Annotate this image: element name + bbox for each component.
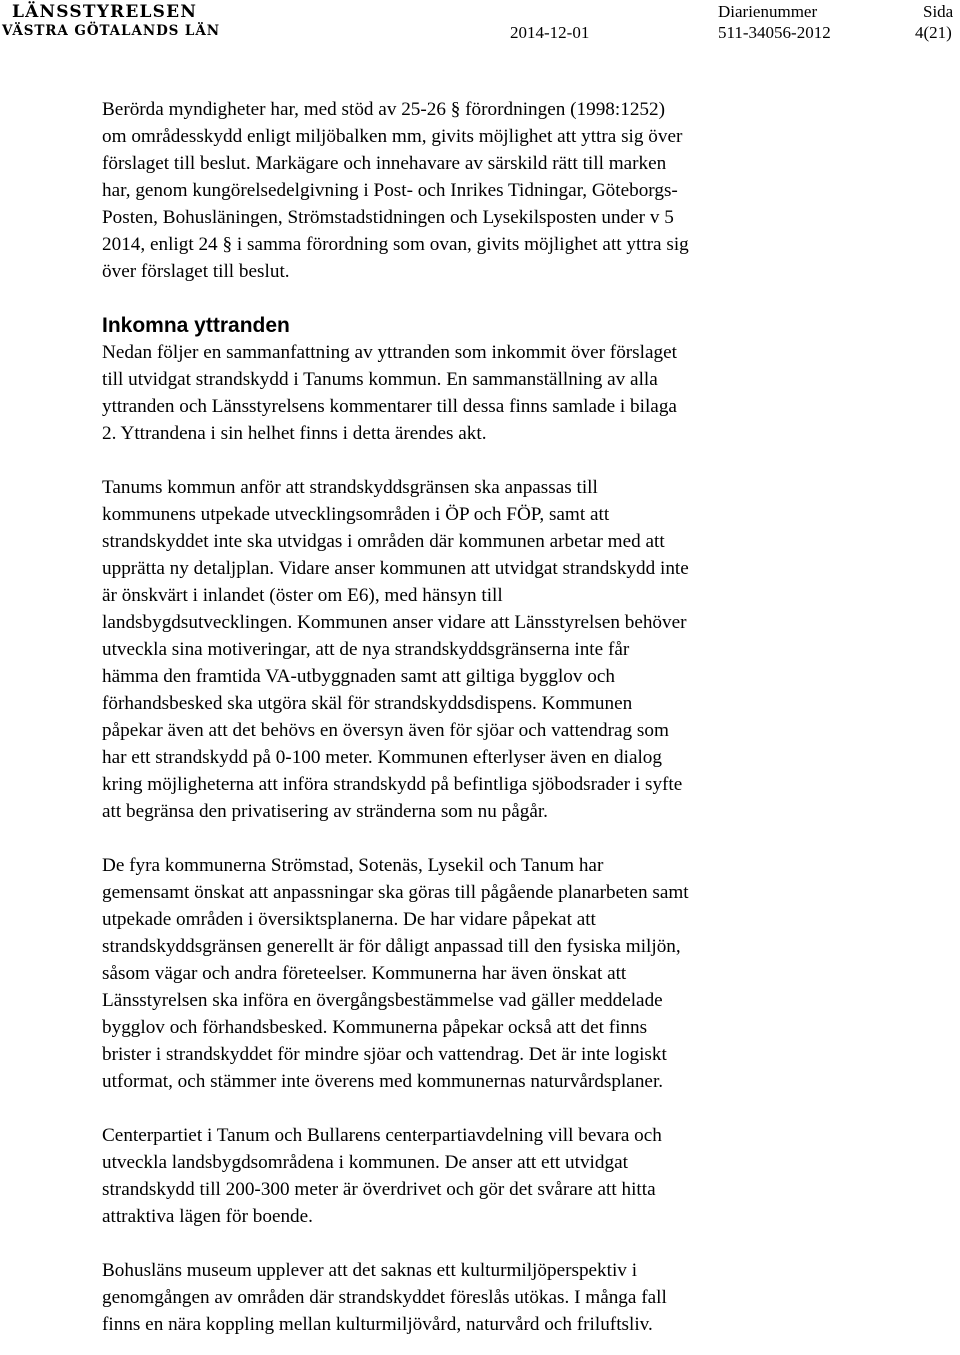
- text-line: hämma den framtida VA-utbyggnaden samt att giltiga bygglov och: [102, 666, 615, 687]
- paragraph-consultation: [102, 96, 842, 285]
- text-line: till utvidgat strandskydd i Tanums kommun. En sammanställning av alla: [102, 369, 658, 390]
- text-line: yttranden och Länsstyrelsens kommentarer till dessa finns samlade i bilaga: [102, 396, 677, 417]
- text-line: förhandsbesked ska utgöra skäl för strandskyddsdispens. Kommunen: [102, 693, 633, 714]
- diarienummer-label: Diarienummer: [718, 2, 818, 21]
- text-line: finns en nära koppling mellan kulturmiljövård, naturvård och friluftsliv.: [102, 1314, 653, 1335]
- diarienummer-value: 511-34056-2012: [718, 23, 831, 42]
- text-line: Posten, Bohusläningen, Strömstadstidningen och Lysekilsposten under v 5: [102, 207, 674, 228]
- text-line: utveckla landsbygdsområdena i kommunen. De anser att ett utvidgat: [102, 1152, 628, 1173]
- text-line: om områdesskydd enligt miljöbalken mm, givits möjlighet att yttra sig över: [102, 126, 683, 147]
- text-line: påpekar även att det behövs en översyn även för sjöar och vattendrag som: [102, 720, 669, 741]
- text-line: brister i strandskyddet för mindre sjöar och vattendrag. Det är inte logiskt: [102, 1044, 667, 1065]
- text-line: attraktiva lägen för boende.: [102, 1206, 313, 1227]
- text-line: strandskydd till 200-300 meter är överdrivet och gör det svårare att hitta: [102, 1179, 656, 1200]
- paragraph-bohuslans-museum: [102, 1257, 842, 1338]
- text-line: Tanums kommun anför att strandskyddsgränsen ska anpassas till: [102, 477, 598, 498]
- text-line: utformat, och stämmer inte överens med kommunernas naturvårdsplaner.: [102, 1071, 664, 1092]
- text-line: har, genom kungörelsedelgivning i Post- och Inrikes Tidningar, Göteborgs-: [102, 180, 678, 201]
- text-line: Berörda myndigheter har, med stöd av 25-26 § förordningen (1998:1252): [102, 99, 665, 120]
- paragraph-summary-intro: [102, 339, 842, 447]
- text-line: över förslaget till beslut.: [102, 261, 290, 282]
- text-line: utpekade områden i översiktsplanerna. De har vidare påpekat att: [102, 909, 596, 930]
- text-line: landsbygdsutvecklingen. Kommunen anser vidare att Länsstyrelsen behöver: [102, 612, 687, 633]
- org-logo-region: VÄSTRA GÖTALANDS LÄN: [2, 23, 220, 39]
- section-heading: Inkomna yttranden: [102, 314, 290, 337]
- page-number: 4(21): [915, 23, 952, 42]
- paragraph-tanums-kommun: [102, 474, 842, 825]
- text-line: strandskyddsgränsen generellt är för dåligt anpassad till den fysiska miljön,: [102, 936, 681, 957]
- text-line: kommunens utpekade utvecklingsområden i ÖP och FÖP, samt att: [102, 504, 610, 525]
- text-line: Bohusläns museum upplever att det saknas ett kulturmiljöperspektiv i: [102, 1260, 638, 1281]
- text-line: 2014, enligt 24 § i samma förordning som ovan, givits möjlighet att yttra sig: [102, 234, 689, 255]
- text-line: Nedan följer en sammanfattning av yttranden som inkommit över förslaget: [102, 342, 677, 363]
- text-line: De fyra kommunerna Strömstad, Sotenäs, Lysekil och Tanum har: [102, 855, 604, 876]
- text-line: såsom vägar och andra företeelser. Kommunerna har även önskat att: [102, 963, 627, 984]
- page-label: Sida: [923, 2, 954, 21]
- text-line: utveckla sina motiveringar, att de nya strandskyddsgränserna inte får: [102, 639, 630, 660]
- org-logo-name: LÄNSSTYRELSEN: [12, 2, 198, 22]
- paragraph-centerpartiet: [102, 1122, 842, 1230]
- text-line: Länsstyrelsen ska införa en övergångsbestämmelse vad gäller meddelade: [102, 990, 663, 1011]
- text-line: har ett strandskydd på 0-100 meter. Kommunen efterlyser även en dialog: [102, 747, 662, 768]
- text-line: genomgången av områden där strandskyddet föreslås utökas. I många fall: [102, 1287, 667, 1308]
- text-line: förslaget till beslut. Markägare och innehavare av särskild rätt till marken: [102, 153, 667, 174]
- text-line: kring möjligheterna att införa strandskydd på befintliga sjöbodsrader i syfte: [102, 774, 683, 795]
- text-line: bygglov och förhandsbesked. Kommunerna påpekar också att det finns: [102, 1017, 648, 1038]
- text-line: är önskvärt i inlandet (öster om E6), med hänsyn till: [102, 585, 503, 606]
- text-line: 2. Yttrandena i sin helhet finns i detta ärendes akt.: [102, 423, 487, 444]
- paragraph-four-municipalities: [102, 852, 842, 1095]
- document-date: 2014-12-01: [510, 23, 590, 42]
- document-body: [102, 96, 842, 1338]
- text-line: Centerpartiet i Tanum och Bullarens centerpartiavdelning vill bevara och: [102, 1125, 662, 1146]
- page-header: [0, 0, 960, 50]
- text-line: att begränsa den privatisering av stränderna som nu pågår.: [102, 801, 548, 822]
- text-line: upprätta ny detaljplan. Vidare anser kommunen att utvidgat strandskydd inte: [102, 558, 689, 579]
- text-line: gemensamt önskat att anpassningar ska göras till pågående planarbeten samt: [102, 882, 689, 903]
- text-line: strandskyddet inte ska utvidgas i områden där kommunen arbetar med att: [102, 531, 665, 552]
